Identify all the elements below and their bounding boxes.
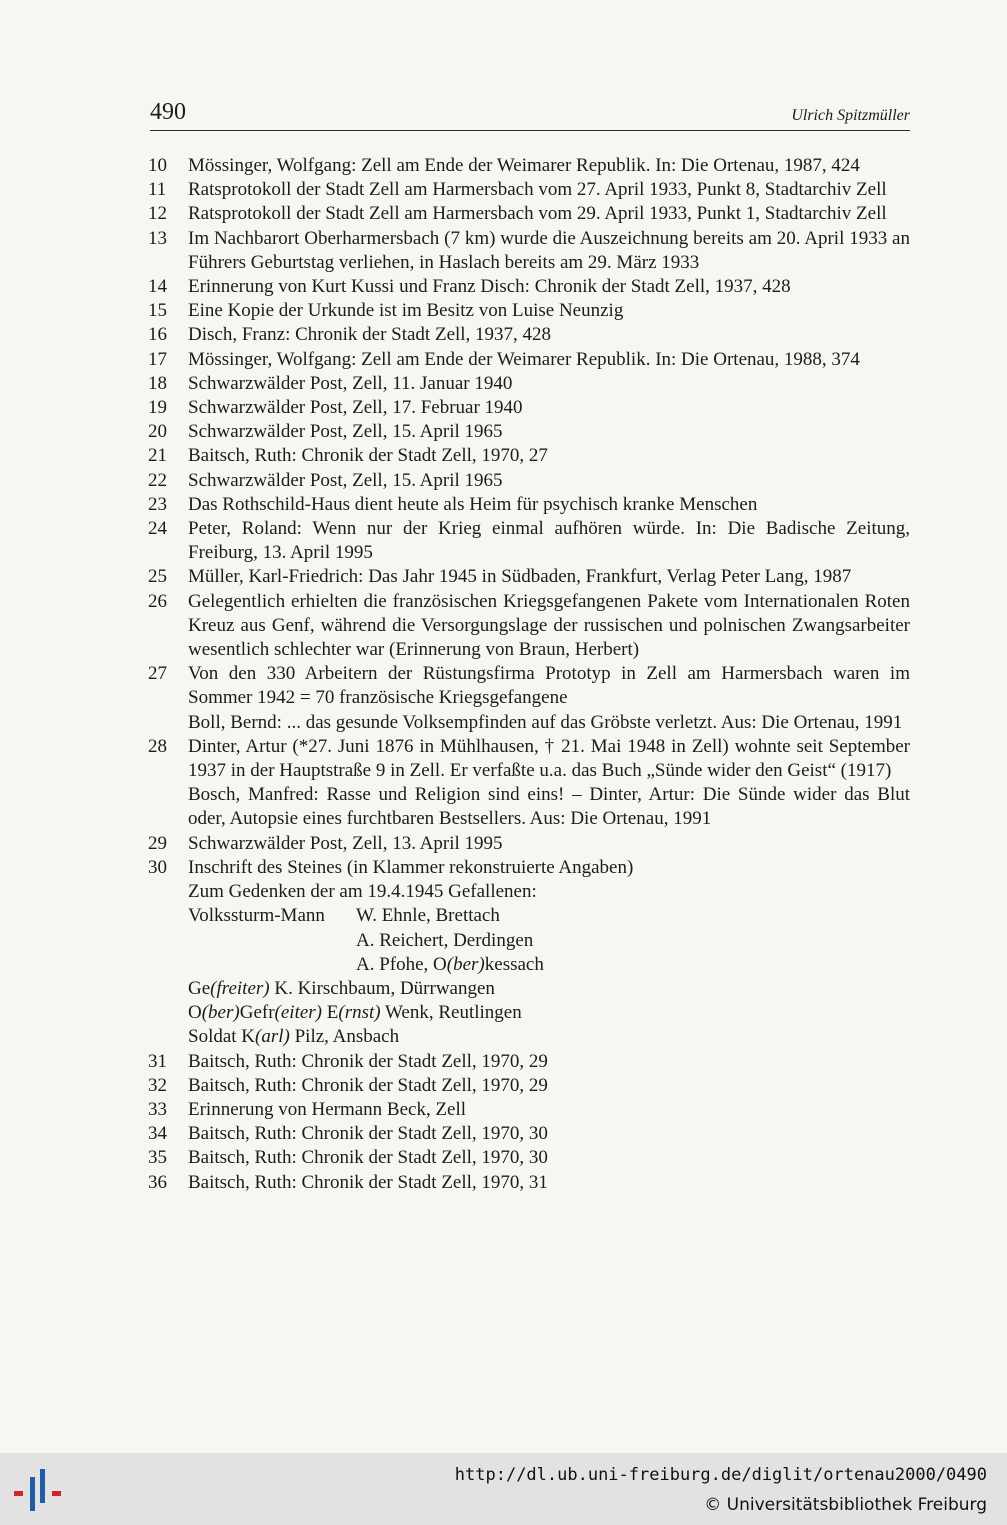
logo-bar-right	[40, 1469, 45, 1503]
footnote-number: 22	[148, 469, 167, 491]
footnote	[148, 372, 910, 396]
source-url-link[interactable]: http://dl.ub.uni-freiburg.de/diglit/ortenau2000/0490	[454, 1465, 987, 1485]
footnote	[148, 735, 910, 783]
footnote-text: Im Nachbarort Oberharmersbach (7 km) wurde die Auszeichnung bereits am 20. April 1933 an Führers Geburtstag verliehen, in Haslach bereits am 29. März 1933	[188, 227, 910, 273]
footnote-text: Ratsprotokoll der Stadt Zell am Harmersbach vom 27. April 1933, Punkt 8, Stadtarchiv Zell	[188, 179, 887, 201]
footnote-text: Baitsch, Ruth: Chronik der Stadt Zell, 1970, 27	[188, 445, 548, 467]
footnote-text: Müller, Karl-Friedrich: Das Jahr 1945 in Südbaden, Frankfurt, Verlag Peter Lang, 1987	[188, 566, 852, 588]
footnote-number: 34	[148, 1123, 167, 1145]
logo-dash-left	[14, 1491, 23, 1496]
footnote-number: 21	[148, 445, 167, 467]
footnote-number: 17	[148, 348, 167, 370]
footnote-number: 13	[148, 227, 167, 249]
running-head: Ulrich Spitzmüller	[791, 107, 910, 124]
footnote-number: 14	[148, 276, 167, 298]
footnote-number: 15	[148, 300, 167, 322]
footnote-number: 27	[148, 663, 167, 685]
footnote-text: Erinnerung von Kurt Kussi und Franz Disch: Chronik der Stadt Zell, 1937, 428	[188, 276, 791, 298]
footnote-number: 12	[148, 203, 167, 225]
footnote-text: Baitsch, Ruth: Chronik der Stadt Zell, 1970, 29	[188, 1050, 548, 1072]
footnote-number	[148, 711, 188, 735]
footnote	[148, 1050, 910, 1074]
inscription-name: A. Reichert, Derdingen	[356, 929, 534, 951]
footnote	[148, 590, 910, 663]
footnote-text: Schwarzwälder Post, Zell, 13. April 1995	[188, 832, 503, 854]
footnote-number: 28	[148, 735, 167, 757]
footnote-number: 31	[148, 1050, 167, 1072]
footnote	[148, 396, 910, 420]
footnote	[148, 1098, 910, 1122]
inscription-intro: Zum Gedenken der am 19.4.1945 Gefallenen:	[188, 881, 537, 903]
inscription-line	[188, 904, 910, 928]
footnote	[148, 469, 910, 493]
footnote-number	[148, 783, 188, 831]
footnote	[148, 348, 910, 372]
footnote	[148, 1122, 910, 1146]
footnote	[148, 420, 910, 444]
footnote-text: Von den 330 Arbeitern der Rüstungsfirma Prototyp in Zell am Harmersbach waren im Sommer 1942 = 70 französische Kriegsgefangene	[188, 663, 910, 709]
footnote-text: Das Rothschild-Haus dient heute als Heim für psychisch kranke Menschen	[188, 493, 758, 515]
footnote-text: Baitsch, Ruth: Chronik der Stadt Zell, 1970, 30	[188, 1123, 548, 1145]
footnote	[148, 202, 910, 226]
footnote-number: 18	[148, 372, 167, 394]
footnote	[148, 565, 910, 589]
footnote-text: Schwarzwälder Post, Zell, 17. Februar 1940	[188, 397, 523, 419]
footnote-text: Schwarzwälder Post, Zell, 15. April 1965	[188, 421, 503, 443]
footnote-text: Inschrift des Steines (in Klammer rekonstruierte Angaben)	[188, 856, 634, 878]
footnote-number: 33	[148, 1098, 167, 1120]
footnote-text: Schwarzwälder Post, Zell, 15. April 1965	[188, 469, 503, 491]
logo-bar-left	[30, 1477, 35, 1511]
page-header	[150, 98, 910, 131]
footnote-text: Baitsch, Ruth: Chronik der Stadt Zell, 1970, 29	[188, 1074, 548, 1096]
footnote-text: Disch, Franz: Chronik der Stadt Zell, 1937, 428	[188, 324, 552, 346]
page-number: 490	[150, 99, 186, 125]
footnote-text: Mössinger, Wolfgang: Zell am Ende der Weimarer Republik. In: Die Ortenau, 1988, 374	[188, 348, 860, 370]
footnote	[148, 178, 910, 202]
footnote	[148, 154, 910, 178]
footnote-number: 36	[148, 1171, 167, 1193]
inscription-rank: Volkssturm-Mann	[188, 905, 325, 927]
footnote-text: Erinnerung von Hermann Beck, Zell	[188, 1098, 467, 1120]
inscription	[148, 880, 910, 1049]
footnote-text: Mössinger, Wolfgang: Zell am Ende der Weimarer Republik. In: Die Ortenau, 1987, 424	[188, 155, 860, 176]
footnote-number: 24	[148, 518, 167, 540]
footnote	[148, 1146, 910, 1170]
footnote-number: 35	[148, 1147, 167, 1169]
footnote-number: 29	[148, 832, 167, 854]
footnote-number: 20	[148, 421, 167, 443]
inscription-name: A. Pfohe, O(ber)kessach	[356, 953, 544, 975]
footnote-text: Ratsprotokoll der Stadt Zell am Harmersbach vom 29. April 1933, Punkt 1, Stadtarchiv Zell	[188, 203, 887, 225]
footnote	[148, 1074, 910, 1098]
footnote-number: 11	[148, 179, 167, 201]
footnote	[148, 227, 910, 275]
footnote-number: 19	[148, 397, 167, 419]
footnote-text: Bosch, Manfred: Rasse und Religion sind eins! – Dinter, Artur: Die Sünde wider das Blut oder, Autopsie eines furchtbaren Bestsellers. Aus: Die Ortenau, 1991	[188, 784, 910, 830]
footnote-number: 16	[148, 324, 167, 346]
footnote-number: 10	[148, 155, 167, 176]
footnote	[148, 662, 910, 710]
footnote	[148, 493, 910, 517]
footnote	[148, 783, 910, 831]
copyright-notice: © Universitätsbibliothek Freiburg	[704, 1495, 987, 1515]
inscription-name: W. Ehnle, Brettach	[356, 905, 500, 927]
footnote-text: Baitsch, Ruth: Chronik der Stadt Zell, 1970, 30	[188, 1147, 548, 1169]
inscription-line: Soldat K(arl) Pilz, Ansbach	[188, 1026, 400, 1048]
footnote-number: 30	[148, 856, 167, 878]
inscription-line: O(ber)Gefr(eiter) E(rnst) Wenk, Reutlingen	[188, 1002, 522, 1024]
footnote	[148, 323, 910, 347]
footer-bar	[0, 1453, 1007, 1525]
footnote-text: Peter, Roland: Wenn nur der Krieg einmal aufhören würde. In: Die Badische Zeitung, Freiburg, 13. April 1995	[188, 518, 910, 564]
footnote	[148, 444, 910, 468]
footnote-number: 25	[148, 566, 167, 588]
ub-freiburg-logo-icon[interactable]	[10, 1463, 66, 1519]
footnote-number: 32	[148, 1074, 167, 1096]
footnote	[148, 517, 910, 565]
logo-dash-right	[52, 1491, 61, 1496]
footnote-text: Boll, Bernd: ... das gesunde Volksempfinden auf das Gröbste verletzt. Aus: Die Ortenau, 1991	[188, 711, 903, 733]
footnote-number: 23	[148, 493, 167, 515]
footnote	[148, 1171, 910, 1195]
footnote-text: Baitsch, Ruth: Chronik der Stadt Zell, 1970, 31	[188, 1171, 548, 1193]
footnote	[148, 832, 910, 856]
footnote	[148, 856, 910, 880]
footnote-text: Dinter, Artur (*27. Juni 1876 in Mühlhausen, † 21. Mai 1948 in Zell) wohnte seit September 1937 in der Hauptstraße 9 in Zell. Er verfaßte u.a. das Buch „Sünde wider den Geist“ (1917)	[188, 735, 910, 782]
footnote-number: 26	[148, 590, 167, 612]
footnote-text: Gelegentlich erhielten die französischen Kriegsgefangenen Pakete vom Internationalen Roten Kreuz aus Genf, während die Versorgungslage der russischen und polnischen Zwangsarbeiter wesentlich schlechter war (Erinnerung von Braun, Herbert)	[188, 590, 910, 661]
footnote-text: Schwarzwälder Post, Zell, 11. Januar 1940	[188, 372, 513, 394]
footnote-text: Eine Kopie der Urkunde ist im Besitz von Luise Neunzig	[188, 300, 624, 322]
footnote	[148, 711, 910, 735]
footnotes	[148, 154, 910, 1195]
footnote	[148, 275, 910, 299]
footnote	[148, 299, 910, 323]
inscription-line: Ge(freiter) K. Kirschbaum, Dürrwangen	[188, 977, 495, 999]
